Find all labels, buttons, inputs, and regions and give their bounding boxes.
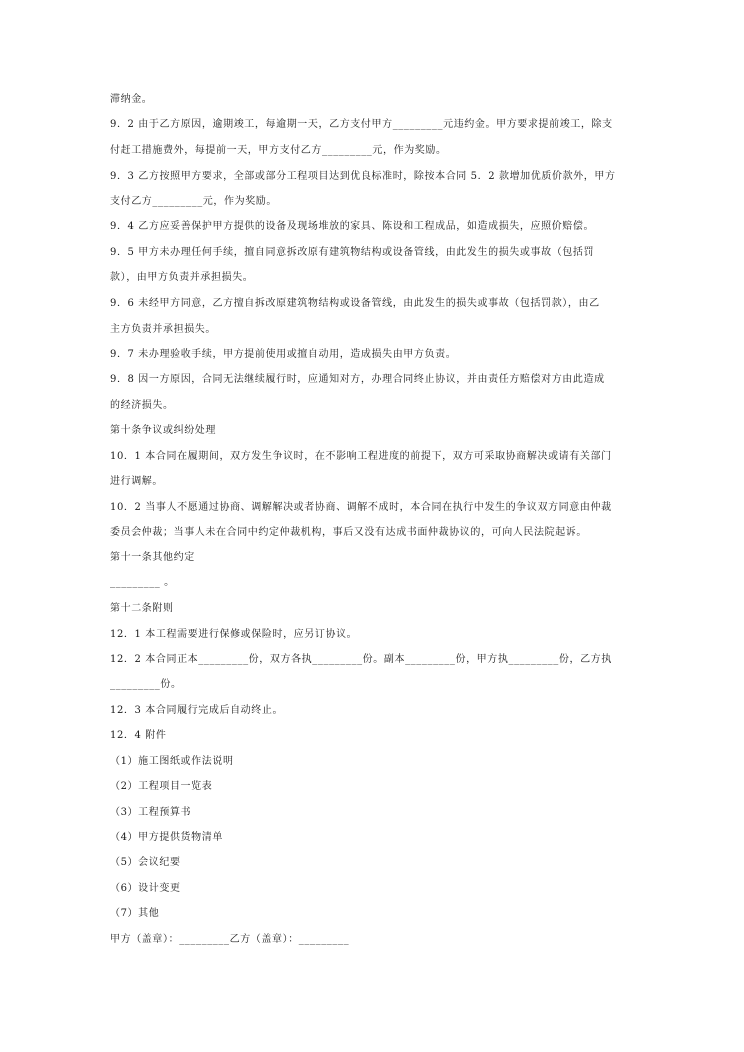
text-line: 滞纳金。 bbox=[110, 94, 153, 105]
text-line: _________份。 bbox=[110, 679, 182, 690]
text-line: 12．3 本合同履行完成后自动终止。 bbox=[110, 705, 284, 716]
text-line: 9．8 因一方原因，合同无法继续履行时，应通知对方，办理合同终止协议，并由责任方赔偿对方由此造成 bbox=[110, 374, 605, 385]
list-item: （6）设计变更 bbox=[110, 883, 181, 894]
list-item: （2）工程项目一览表 bbox=[110, 781, 213, 792]
list-item: （5）会议纪要 bbox=[110, 857, 181, 868]
text-line: 主方负责并承担损失。 bbox=[110, 324, 216, 335]
text-line: 12．1 本工程需要进行保修或保险时，应另订协议。 bbox=[110, 629, 358, 640]
text-line: 9．6 未经甲方同意，乙方擅自拆改原建筑物结构或设备管线，由此发生的损失或事故（包括罚款），由乙 bbox=[110, 298, 600, 309]
text-line: 款），由甲方负责并承担损失。 bbox=[110, 272, 254, 283]
list-item: （7）其他 bbox=[110, 908, 160, 919]
text-line: 10．2 当事人不愿通过协商、调解解决或者协商、调解不成时，本合同在执行中发生的争议双方同意由仲裁 bbox=[110, 502, 612, 513]
signature-line: 甲方（盖章）：_________乙方（盖章）：_________ bbox=[110, 934, 350, 945]
text-line: 9．2 由于乙方原因，逾期竣工，每逾期一天，乙方支付甲方_________元违约金。甲方要求提前竣工，除支 bbox=[110, 119, 613, 130]
text-line: 10．1 本合同在履期间，双方发生争议时，在不影响工程进度的前提下，双方可采取协商解决或请有关部门 bbox=[110, 451, 612, 462]
text-line: _________ 。 bbox=[110, 577, 175, 588]
section-heading: 第十条争议或纠纷处理 bbox=[110, 425, 216, 436]
section-heading: 第十一条其他约定 bbox=[110, 552, 195, 563]
text-line: 9．3 乙方按照甲方要求，全部或部分工程项目达到优良标准时，除按本合同 5．2 款增加优质价款外，甲方 bbox=[110, 171, 616, 182]
text-line: 9．5 甲方未办理任何手续，擅自同意拆改原有建筑物结构或设备管线，由此发生的损失或事故（包括罚 bbox=[110, 247, 595, 258]
list-item: （1）施工图纸或作法说明 bbox=[110, 756, 234, 767]
text-line: 的经济损失。 bbox=[110, 400, 174, 411]
text-line: 支付乙方_________元，作为奖励。 bbox=[110, 196, 277, 207]
list-item: （4）甲方提供货物清单 bbox=[110, 832, 223, 843]
text-line: 委员会仲裁；当事人未在合同中约定仲裁机构，事后又没有达成书面仲裁协议的，可向人民法院起诉。 bbox=[110, 527, 587, 538]
text-line: 12．2 本合同正本_________份，双方各执_________份。副本_________份，甲方执_________份，乙方执 bbox=[110, 654, 612, 665]
text-line: 付赶工措施费外，每提前一天，甲方支付乙方_________元，作为奖励。 bbox=[110, 145, 447, 156]
text-line: 9．4 乙方应妥善保护甲方提供的设备及现场堆放的家具、陈设和工程成品，如造成损失，应照价赔偿。 bbox=[110, 221, 595, 232]
text-line: 进行调解。 bbox=[110, 476, 163, 487]
list-item: （3）工程预算书 bbox=[110, 807, 192, 818]
text-line: 12．4 附件 bbox=[110, 730, 167, 741]
section-heading: 第十二条附则 bbox=[110, 603, 174, 614]
text-line: 9．7 未办理验收手续，甲方提前使用或擅自动用，造成损失由甲方负责。 bbox=[110, 349, 457, 360]
